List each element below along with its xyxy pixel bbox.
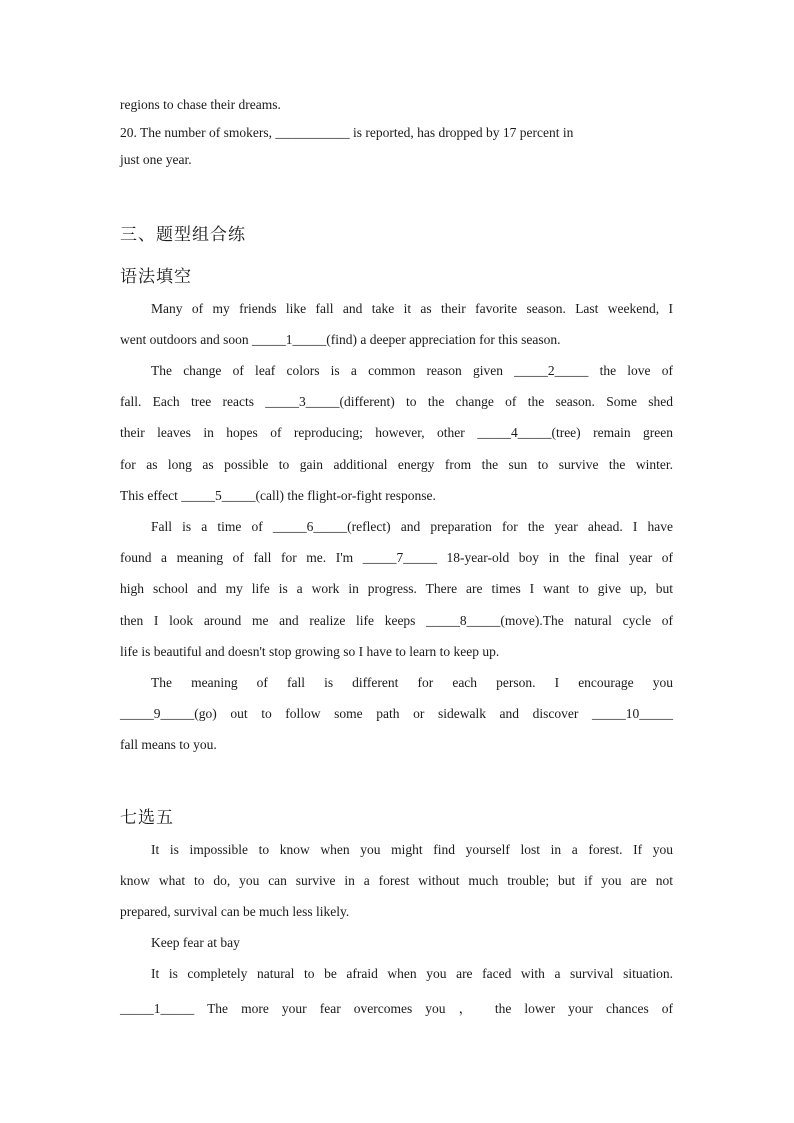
section-heading: 三、题型组合练	[120, 225, 246, 245]
text-line: Fall is a time of _____6_____(reflect) and preparation for the year ahead. I have	[151, 519, 673, 534]
text-line: their leaves in hopes of reproducing; however, other _____4_____(tree) remain green	[120, 425, 673, 440]
text-line: just one year.	[120, 152, 192, 167]
passage-subtitle: Keep fear at bay	[151, 935, 240, 950]
text-line: This effect _____5_____(call) the flight-or-fight response.	[120, 488, 436, 503]
question-20: 20. The number of smokers, ___________ is reported, has dropped by 17 percent in	[120, 125, 574, 140]
text-line: for as long as possible to gain additional energy from the sun to survive the winter.	[120, 457, 673, 472]
text-line: It is completely natural to be afraid when you are faced with a survival situation.	[151, 966, 673, 981]
text-line: then I look around me and realize life keeps _____8_____(move).The natural cycle of	[120, 613, 673, 628]
text-line: life is beautiful and doesn't stop growing so I have to learn to keep up.	[120, 644, 500, 659]
text-line: fall means to you.	[120, 737, 217, 752]
text-line: _____9_____(go) out to follow some path or sidewalk and discover _____10_____	[120, 706, 673, 721]
text-line: fall. Each tree reacts _____3_____(different) to the change of the season. Some shed	[120, 394, 673, 409]
text-line: high school and my life is a work in progress. There are times I want to give up, but	[120, 581, 673, 596]
section-subheading: 语法填空	[120, 267, 192, 287]
text-line: know what to do, you can survive in a forest without much trouble; but if you are not	[120, 873, 673, 888]
text-line: The meaning of fall is different for each person. I encourage you	[151, 675, 673, 690]
section-heading: 七选五	[120, 808, 174, 828]
text-line: _____1_____ The more your fear overcomes you ， the lower your chances of	[120, 1001, 673, 1016]
text-line: regions to chase their dreams.	[120, 97, 281, 112]
text-line: Many of my friends like fall and take it as their favorite season. Last weekend, I	[151, 301, 673, 316]
text-line: It is impossible to know when you might find yourself lost in a forest. If you	[151, 842, 673, 857]
text-line: went outdoors and soon _____1_____(find) a deeper appreciation for this season.	[120, 332, 561, 347]
text-line: found a meaning of fall for me. I'm _____7_____ 18-year-old boy in the final year of	[120, 550, 673, 565]
text-line: prepared, survival can be much less likely.	[120, 904, 350, 919]
text-line: The change of leaf colors is a common reason given _____2_____ the love of	[151, 363, 673, 378]
